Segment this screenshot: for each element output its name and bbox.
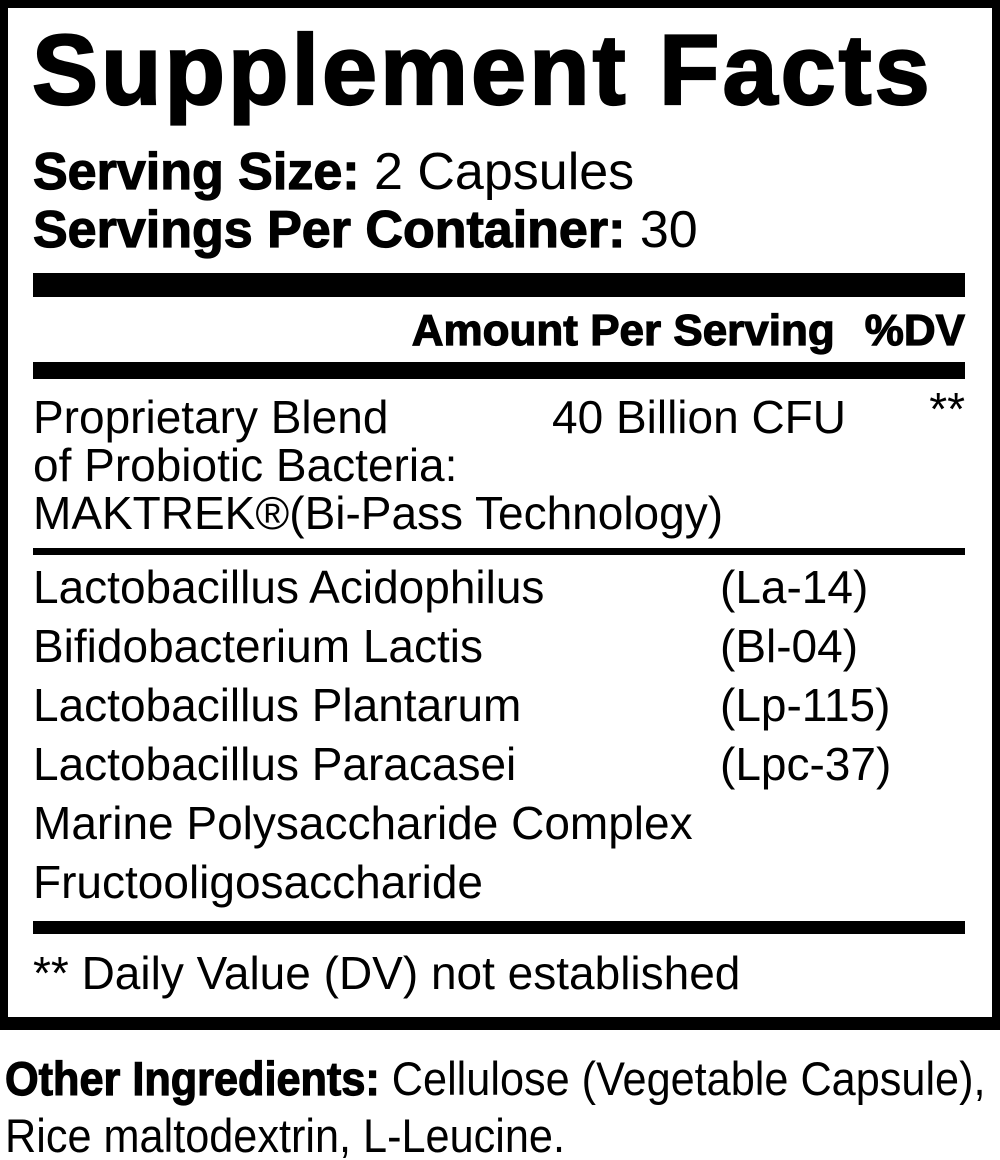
other-ingredients-line2 [5,1107,565,1160]
other-ingredients-label: Other Ingredients: [5,1052,380,1105]
proprietary-blend-name-line3: MAKTREK®(Bi-Pass Technology) [33,487,724,539]
servings-per-container-value: 30 [639,201,698,259]
ingredient-strain: (Bl-04) [720,620,859,672]
ingredient-row [33,735,965,794]
ingredient-name: Fructooligosaccharide [33,856,484,908]
serving-size-label: Serving Size: [33,143,360,201]
ingredient-name: Lactobacillus Plantarum [33,679,522,731]
thick-rule-bottom [33,921,965,934]
ingredient-row [33,794,965,853]
ingredient-row [33,617,965,676]
ingredient-row [33,558,965,617]
daily-value-footnote: ** Daily Value (DV) not established [33,947,741,999]
percent-dv-header: %DV [864,306,965,355]
column-header-row [33,307,965,355]
ingredient-row [33,676,965,735]
thick-rule-top [33,273,965,297]
thick-rule-header [33,362,965,379]
other-ingredients-text1: Cellulose (Vegetable Capsule), [391,1052,986,1105]
ingredient-row [33,853,965,912]
proprietary-blend-name: Proprietary Blend [33,391,389,443]
proprietary-blend-row [33,383,965,443]
ingredient-strain: (Lp-115) [720,679,891,731]
servings-per-container-label: Servings Per Container: [33,201,626,259]
other-ingredients-section [5,1050,1000,1160]
ingredient-name: Bifidobacterium Lactis [33,620,483,672]
proprietary-blend-name-line2: of Probiotic Bacteria: [33,439,458,491]
ingredient-name: Lactobacillus Acidophilus [33,561,545,613]
other-ingredients-line1 [5,1050,986,1107]
ingredient-name: Marine Polysaccharide Complex [33,797,693,849]
proprietary-blend-block [33,383,965,539]
other-ingredients-text2: Rice maltodextrin, L-Leucine. [5,1109,565,1160]
serving-size-value: 2 Capsules [374,143,635,201]
thin-rule-blend [33,548,965,555]
panel-title: Supplement Facts [32,14,933,125]
proprietary-blend-dv: ** [929,383,965,435]
ingredient-list [33,558,965,912]
ingredient-strain: (La-14) [720,561,869,613]
servings-per-container-row [33,203,965,257]
proprietary-blend-amount: 40 Billion CFU [552,391,846,443]
serving-size-row [33,145,965,199]
ingredient-strain: (Lpc-37) [720,738,892,790]
ingredient-name: Lactobacillus Paracasei [33,738,517,790]
amount-per-serving-header: Amount Per Serving [411,306,835,355]
